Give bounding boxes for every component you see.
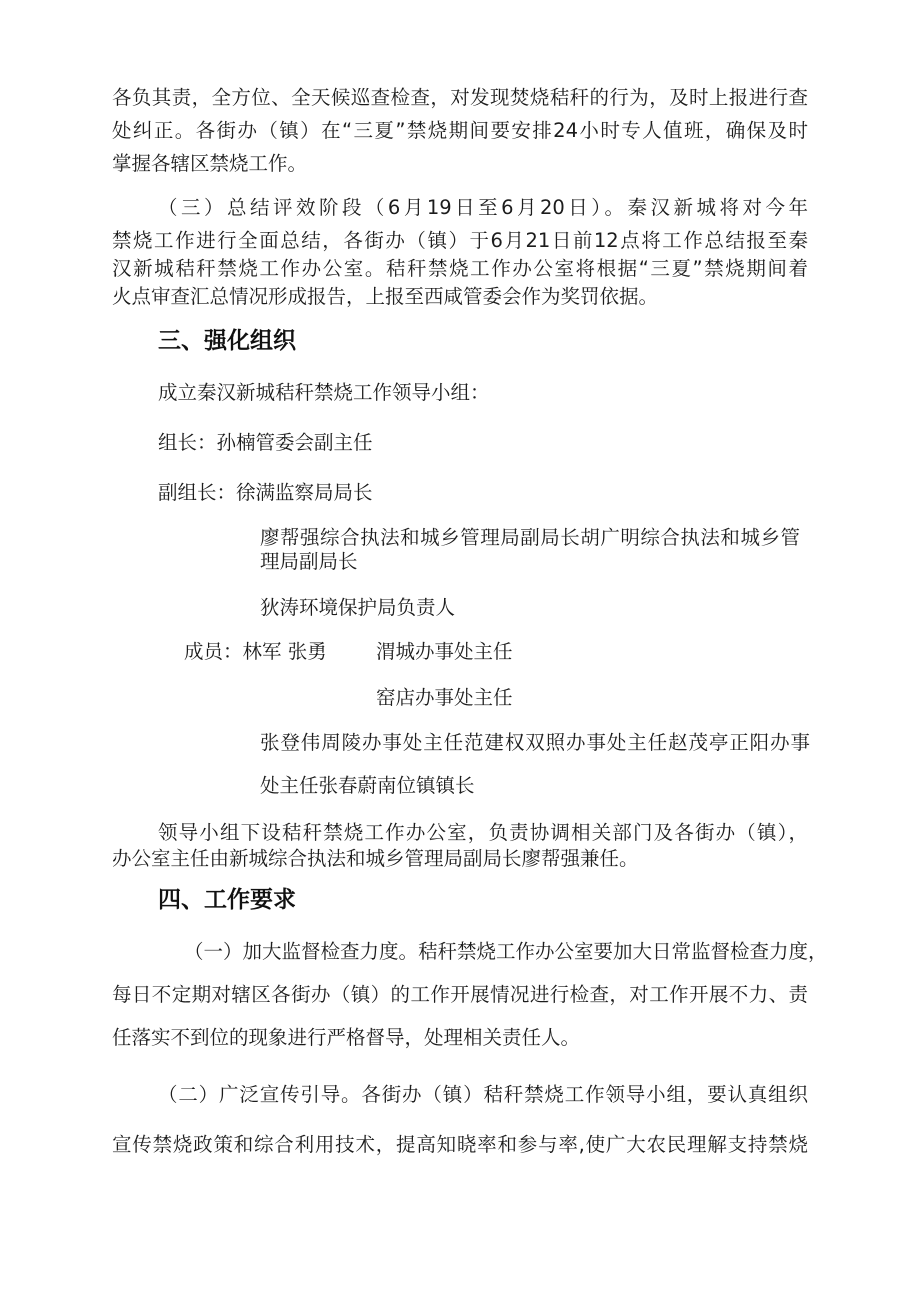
org-deputy: 副组长：徐满监察局局长 xyxy=(158,481,373,504)
org-deputy-3: 狄涛环境保护局负责人 xyxy=(260,596,456,619)
paragraph-3-line-1: 领导小组下设秸秆禁烧工作办公室，负责协调相关部门及各街办（镇）， xyxy=(158,821,808,844)
paragraph-4-line-2: 每日不定期对辖区各街办（镇）的工作开展情况进行检查，对工作开展不力、责 xyxy=(112,983,808,1006)
paragraph-5-line-2: 宣传禁烧政策和综合利用技术，提高知晓率和参与率,使广大农民理解支持禁烧 xyxy=(112,1133,808,1156)
paragraph-2-line-3: 汉新城秸秆禁烧工作办公室。秸秆禁烧工作办公室将根据“三夏”禁烧期间着 xyxy=(112,257,808,280)
org-member-3-line-2: 处主任张春蔚南位镇镇长 xyxy=(260,774,475,797)
paragraph-2-line-2: 禁烧工作进行全面总结，各街办（镇）于6月21日前12点将工作总结报至秦 xyxy=(112,229,808,252)
org-member-2: 窑店办事处主任 xyxy=(376,686,513,709)
paragraph-4-line-3: 任落实不到位的现象进行严格督导，处理相关责任人。 xyxy=(112,1026,581,1049)
paragraph-3-line-2: 办公室主任由新城综合执法和城乡管理局副局长廖帮强兼任。 xyxy=(112,847,639,870)
org-intro: 成立秦汉新城秸秆禁烧工作领导小组： xyxy=(158,381,490,404)
paragraph-2-line-1: （三）总结评效阶段（6月19日至6月20日）。秦汉新城将对今年 xyxy=(158,196,808,219)
paragraph-4-line-1: （一）加大监督检查力度。秸秆禁烧工作办公室要加大日常监督检查力度， xyxy=(184,940,828,963)
org-leader: 组长：孙楠管委会副主任 xyxy=(158,431,373,454)
section-heading-3: 三、强化组织 xyxy=(158,328,296,354)
paragraph-1-line-1: 各负其责，全方位、全天候巡查检查，对发现焚烧秸秆的行为，及时上报进行查 xyxy=(112,86,808,109)
section-heading-4: 四、工作要求 xyxy=(158,887,296,913)
paragraph-1-line-2: 处纠正。各街办（镇）在“三夏”禁烧期间要安排24小时专人值班，确保及时 xyxy=(112,119,808,142)
org-member-1: 渭城办事处主任 xyxy=(376,640,513,663)
org-deputy-2-line-1: 廖帮强综合执法和城乡管理局副局长胡广明综合执法和城乡管 xyxy=(260,526,800,549)
paragraph-5-line-1: （二）广泛宣传引导。各街办（镇）秸秆禁烧工作领导小组，要认真组织 xyxy=(158,1083,808,1106)
paragraph-2-line-4: 火点审查汇总情况形成报告，上报至西咸管委会作为奖罚依据。 xyxy=(112,285,659,308)
org-member-3-line-1: 张登伟周陵办事处主任范建权双照办事处主任赵茂亭正阳办事 xyxy=(260,731,810,754)
paragraph-1-line-3: 掌握各辖区禁烧工作。 xyxy=(112,152,308,175)
org-deputy-2-line-2: 理局副局长 xyxy=(260,550,358,573)
org-members-label: 成员：林军 张勇 xyxy=(184,640,327,663)
